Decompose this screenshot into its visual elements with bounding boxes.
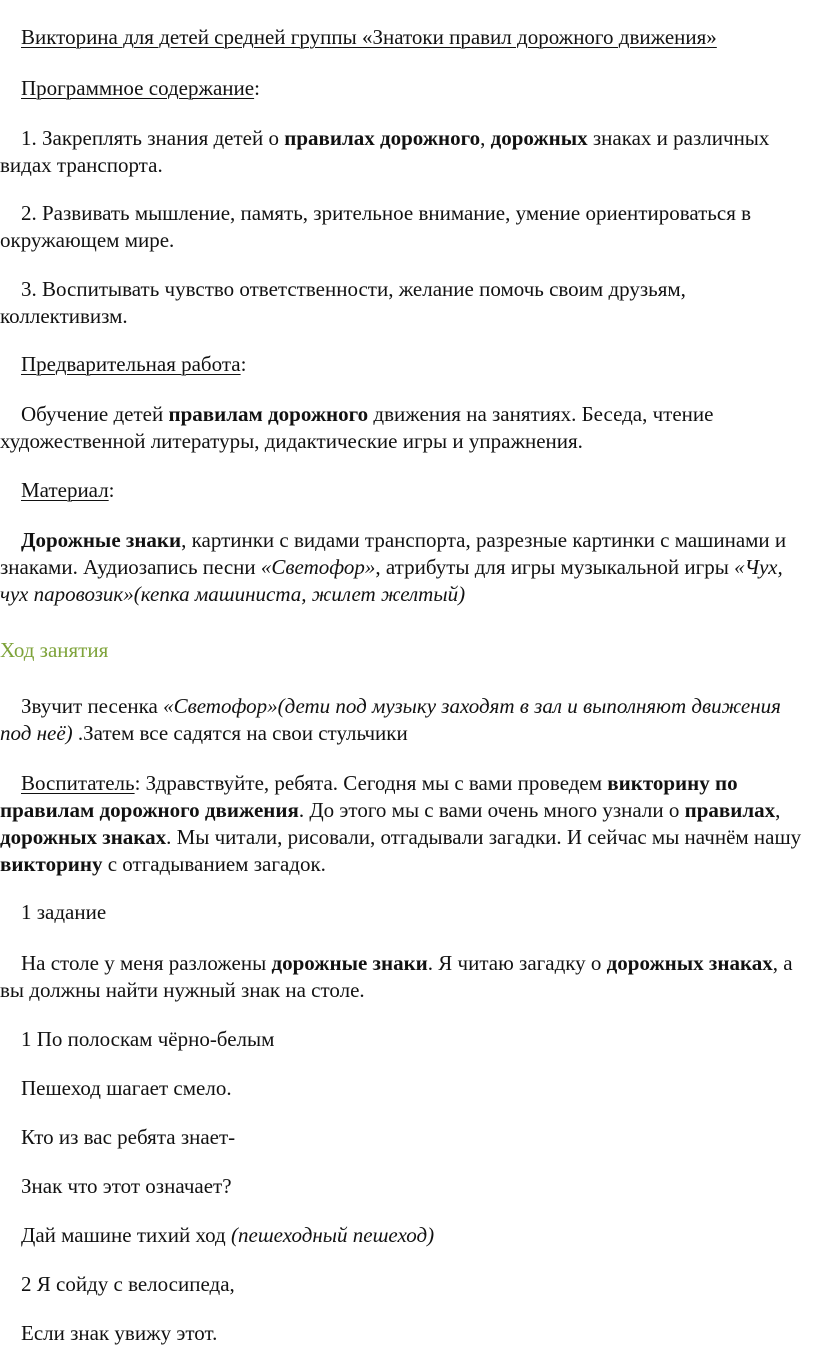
text-span: , картинки с видами транспорта, разрезные картинки с машинами и знаками. Аудиозапись песни	[0, 528, 787, 579]
text-span: , а вы должны найти нужный знак на столе.	[0, 951, 793, 1002]
prelim-paragraph	[0, 401, 808, 455]
text-span: движения на занятиях. Беседа, чтение художественной литературы, дидактические игры и упражнения.	[0, 402, 714, 453]
bold-span: викторину	[0, 852, 103, 876]
bold-span: Дорожные знаки	[21, 528, 182, 552]
text-span: ,	[775, 798, 781, 822]
program-heading	[0, 75, 808, 102]
riddle-line: Кто из вас ребята знает-	[21, 1125, 236, 1149]
bold-span: дорожных знаках	[606, 951, 773, 975]
text-span: .Затем все садятся на свои стульчики	[72, 721, 408, 745]
material-heading	[0, 477, 808, 504]
text-span: 1. Закреплять знания детей о	[21, 126, 285, 150]
task-1-paragraph	[0, 950, 808, 1004]
text-span: Звучит песенка	[21, 694, 164, 718]
material-label: Материал	[21, 478, 109, 502]
text-span: На столе у меня разложены	[21, 951, 272, 975]
prelim-colon: :	[240, 352, 247, 376]
text-span: Обучение детей	[21, 402, 169, 426]
text-span: Дай машине тихий ход	[21, 1223, 231, 1247]
text-span: , атрибуты для игры музыкальной игры	[375, 555, 735, 579]
text-span: . Я читаю загадку о	[427, 951, 607, 975]
text-span: : Здравствуйте, ребята. Сегодня мы с вами проведем	[134, 771, 608, 795]
material-colon: :	[108, 478, 115, 502]
text-span: ,	[480, 126, 491, 150]
bold-span: правилах дорожного	[284, 126, 481, 150]
text-span: знаках и различных видах транспорта.	[0, 126, 770, 177]
program-item-2	[0, 200, 808, 254]
riddle-line: Пешеход шагает смело.	[21, 1076, 232, 1100]
riddle-line	[0, 1222, 808, 1249]
text-span: 3. Воспитывать чувство ответственности, желание помочь своим друзьям, коллективизм.	[0, 277, 686, 328]
prelim-heading	[0, 351, 808, 378]
italic-span: «Чух, чух паровозик»(кепка машиниста, жилет желтый)	[0, 555, 783, 606]
song-paragraph	[0, 693, 808, 747]
riddle-line: Если знак увижу этот.	[21, 1321, 218, 1345]
program-label: Программное содержание	[21, 76, 255, 100]
riddle-line: 2 Я сойду с велосипеда,	[21, 1272, 235, 1296]
bold-span: дорожные знаки	[271, 951, 428, 975]
title-text: Викторина для детей средней группы «Знатоки правил дорожного движения»	[21, 25, 717, 49]
text-span: . Мы читали, рисовали, отгадывали загадки. И сейчас мы начнём нашу	[166, 825, 802, 849]
teacher-label: Воспитатель	[21, 771, 135, 795]
prelim-label: Предварительная работа	[21, 352, 241, 376]
program-item-1	[0, 125, 808, 179]
bold-span: дорожных	[490, 126, 588, 150]
section-heading: Ход занятия	[0, 638, 109, 662]
program-item-3	[0, 276, 808, 330]
document-title	[0, 24, 808, 51]
text-span: 2. Развивать мышление, память, зрительное внимание, умение ориентироваться в окружающем мире.	[0, 201, 752, 252]
bold-span: викторину по правилам дорожного движения	[0, 771, 738, 822]
text-span: с отгадыванием загадок.	[102, 852, 326, 876]
riddle-line: Знак что этот означает?	[21, 1174, 232, 1198]
material-paragraph	[0, 527, 808, 608]
task-1-heading: 1 задание	[21, 900, 107, 924]
program-colon: :	[254, 76, 260, 100]
bold-span: правилах	[684, 798, 776, 822]
text-span: . До этого мы с вами очень много узнали о	[298, 798, 685, 822]
bold-span: дорожных знаках	[0, 825, 167, 849]
italic-span: «Светофор»(дети под музыку заходят в зал и выполняют движения под неё)	[0, 694, 781, 745]
teacher-paragraph	[0, 770, 808, 878]
italic-span: (пешеходный пешеход)	[231, 1223, 435, 1247]
italic-span: «Светофор»	[260, 555, 376, 579]
riddle-line: 1 По полоскам чёрно-белым	[21, 1027, 275, 1051]
bold-span: правилам дорожного	[168, 402, 369, 426]
